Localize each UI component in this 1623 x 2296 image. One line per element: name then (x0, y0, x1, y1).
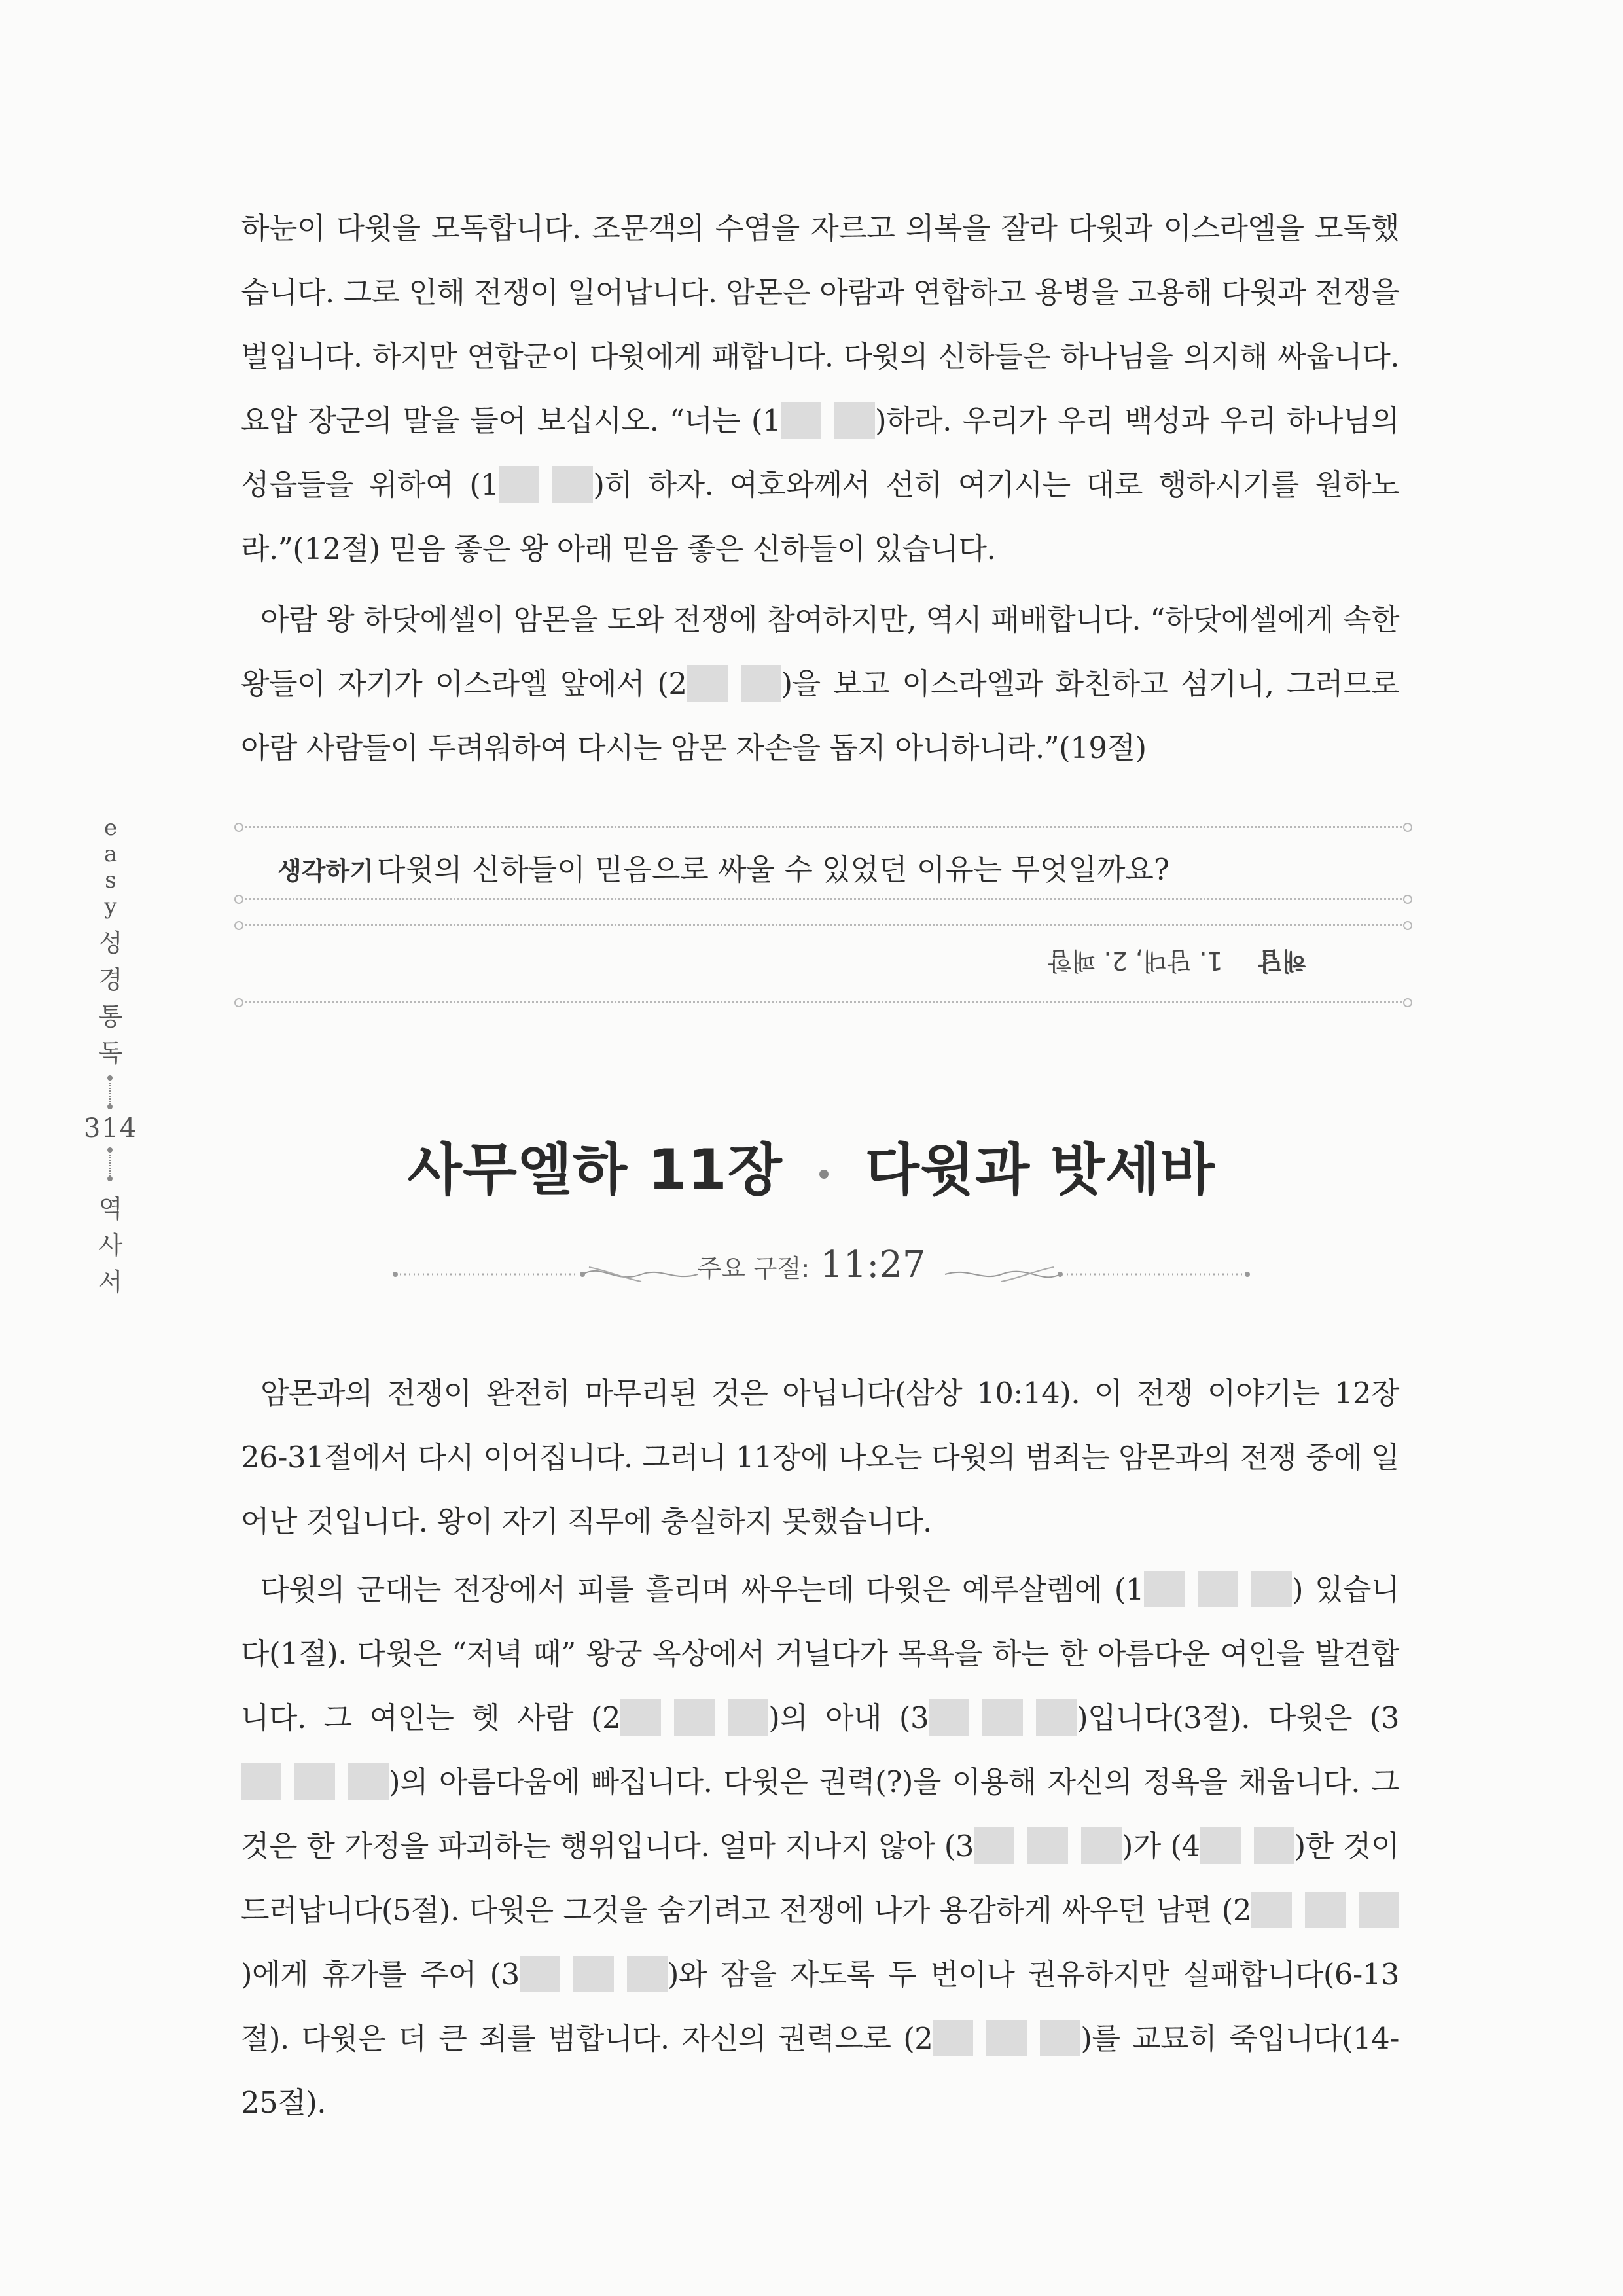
paragraph-text: )와 잠을 자도록 두 번이나 권유하지만 실패합니다(6-13절). 다윗은 더 큰 죄를 범합니다. 자신의 권력으로 (2 (241, 1957, 1400, 2056)
paragraph-text: )의 아름다움에 빠집니다. 다윗은 권력(?)을 이용해 자신의 정욕을 채웁니다. 그것은 한 가정을 파괴하는 행위입니다. 얼마 지나지 않아 (3 (241, 1765, 1399, 1863)
paragraph-text: )의 아내 (3 (768, 1700, 929, 1735)
dotted-rule (241, 898, 1406, 900)
paragraph-text: )하라. 우리가 우리 백성과 우리 하나님의 성읍들을 위하여 (1 (241, 403, 1400, 502)
divider-dotted (109, 1078, 112, 1107)
think-label: 생각하기 (277, 857, 374, 886)
fill-in-blank (499, 466, 593, 503)
paragraph-text: )가 (4 (1121, 1829, 1200, 1863)
fill-in-blank (1200, 1827, 1294, 1864)
running-header-vertical (81, 815, 140, 1300)
paragraph-text: 아람 왕 하닷에셀이 암몬을 도와 전쟁에 참여하지만, 역시 패배합니다. “하닷에셀에게 속한 왕들이 자기가 이스라엘 앞에서 (2 (241, 602, 1399, 701)
series-char: 통 (98, 1002, 123, 1031)
paragraph-text: ) 있습니다(1절). 다윗은 “저녁 때” 왕궁 옥상에서 거닐다가 목욕을 하는 한 아름다운 여인을 발견합니다. 그 여인는 헷 사람 (2 (241, 1572, 1399, 1735)
fill-in-blank (620, 1699, 768, 1736)
series-name-latin (104, 815, 117, 920)
bullet-dot (819, 1170, 829, 1179)
key-verse-ref: 11:27 (820, 1244, 926, 1286)
fill-in-blank (520, 1956, 668, 1992)
paragraph-text: )한 것이 드러납니다(5절). 다윗은 그것을 숨기려고 전쟁에 나가 용감하게 싸우던 남편 (2 (241, 1829, 1399, 1928)
paragraph-1 (241, 196, 1399, 581)
series-letter: y (104, 893, 117, 920)
answer-upside-down (1048, 945, 1306, 981)
paragraph-text: )를 교묘히 죽입니다(14-25절). (241, 2021, 1400, 2120)
series-char: 독 (98, 1039, 123, 1067)
fill-in-blank (241, 1763, 389, 1800)
paragraph-text: 다윗의 군대는 전장에서 피를 흘리며 싸우는데 다윗은 예루살렘에 (1 (260, 1572, 1144, 1607)
series-letter: e (103, 815, 118, 841)
fill-in-blank (933, 2020, 1080, 2056)
fill-in-blank (974, 1827, 1122, 1864)
fill-in-blank (687, 665, 781, 702)
fill-in-blank (781, 402, 875, 439)
key-verse-label: 주요 구절: (697, 1254, 810, 1283)
paragraph-text: 하눈이 다윗을 모독합니다. 조문객의 수염을 자르고 의복을 잘라 다윗과 이스라엘을 모독했습니다. 그로 인해 전쟁이 일어납니다. 암몬은 아람과 연합하고 용병을 고용해 다윗과 전쟁을 벌입니다. 하지만 연합군이 다윗에게 패합니다. 다윗의 신하들은 하나님을 의지해 싸웁니다. 요압 장군의 말을 들어 보십시오. “너는 (1 (241, 211, 1399, 438)
series-char: 경 (98, 965, 123, 994)
dotted-rule (241, 924, 1406, 926)
paragraph-text: )히 하자. 여호와께서 선히 여기시는 대로 행하시기를 원하노라.”(12절) 믿음 좋은 왕 아래 믿음 좋은 신하들이 있습니다. (241, 467, 1399, 566)
paragraph-text: )에게 휴가를 주어 (3 (241, 1957, 520, 1992)
paragraph-2 (241, 588, 1399, 780)
answer-label: 해답 (1258, 946, 1306, 975)
dotted-rule (241, 1001, 1406, 1003)
paragraph-text: 암몬과의 전쟁이 완전히 마무리된 것은 아닙니다(삼상 10:14). 이 전쟁 이야기는 12장 26-31절에서 다시 이어집니다. 그러니 11장에 나오는 다윗의 범죄는 암몬과의 전쟁 중에 일어난 것입니다. 왕이 자기 직무에 충실하지 못했습니다. (241, 1376, 1399, 1539)
key-verse (0, 1244, 1623, 1286)
series-char: 성 (98, 929, 123, 958)
chapter-book: 사무엘하 11장 (407, 1138, 783, 1203)
series-name-korean (99, 925, 123, 1071)
section-char: 사 (98, 1231, 123, 1260)
paragraph-4 (241, 1558, 1399, 2135)
think-box (241, 826, 1406, 1004)
section-char: 역 (98, 1194, 123, 1223)
fill-in-blank (1251, 1892, 1399, 1928)
section-char: 서 (98, 1268, 123, 1297)
page-number: 314 (83, 1113, 138, 1143)
paragraph-3 (241, 1361, 1399, 1554)
think-question: 다윗의 신하들이 믿음으로 싸울 수 있었던 이유는 무엇일까요? (377, 852, 1170, 887)
chapter-subtitle: 다윗과 밧세바 (865, 1138, 1216, 1203)
chapter-heading (0, 1124, 1623, 1206)
series-letter: s (105, 867, 116, 893)
dotted-rule (241, 826, 1406, 828)
paragraph-text: )을 보고 이스라엘과 화친하고 섬기니, 그러므로 아람 사람들이 두려워하여 다시는 암몬 자손을 돕지 아니하니라.”(19절) (241, 666, 1399, 765)
paragraph-text: )입니다(3절). 다윗은 (3 (1077, 1700, 1399, 1735)
fill-in-blank (929, 1699, 1077, 1736)
fill-in-blank (1144, 1571, 1292, 1607)
series-letter: a (103, 841, 118, 867)
answer-text: 1. 담대, 2. 패함 (1047, 946, 1223, 975)
